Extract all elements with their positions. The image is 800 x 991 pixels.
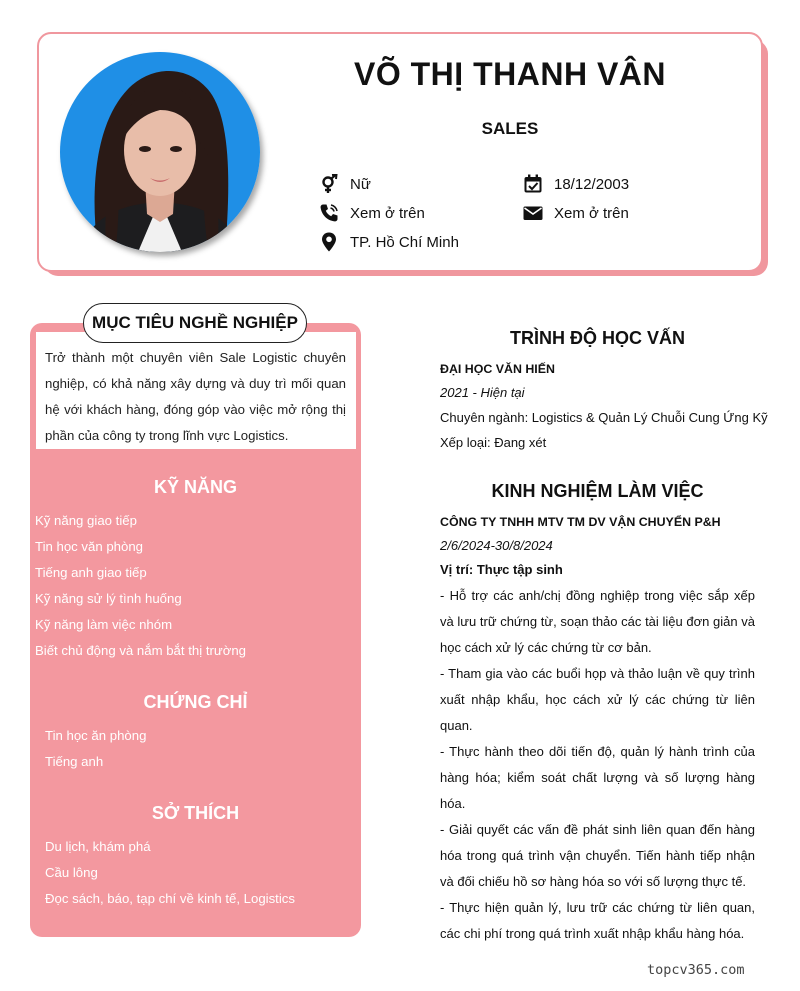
education-grade: Xếp loại: Đang xét [440, 435, 547, 450]
phone-icon [318, 202, 340, 224]
duty-item: - Thực hiện quản lý, lưu trữ các chứng từ liên quan, các chi phí trong quá trình xuất nhập khẩu hàng hóa. [440, 900, 755, 941]
skill-item: Tiếng anh giao tiếp [35, 565, 147, 580]
duty-item: - Hỗ trợ các anh/chị đồng nghiệp trong việc sắp xếp và lưu trữ chứng từ, soạn thảo các tài liệu đơn giản và học cách xử lý các chứng từ cơ bản. [440, 588, 755, 655]
gender-row [318, 173, 371, 195]
hobby-item: Du lịch, khám phá [45, 839, 151, 854]
hobbies-title: SỞ THÍCH [151, 803, 240, 823]
candidate-name: VÕ THỊ THANH VÂN [354, 56, 666, 92]
skill-item: Kỹ năng làm việc nhóm [35, 617, 173, 632]
phone-value: Xem ở trên [350, 204, 425, 222]
birthdate-row [522, 173, 629, 195]
experience-title: KINH NGHIỆM LÀM VIỆC [491, 481, 704, 501]
job-title: SALES [481, 119, 539, 138]
certificate-item: Tiếng anh [45, 754, 104, 769]
calendar-icon [522, 173, 544, 195]
birthdate-value: 18/12/2003 [554, 175, 630, 193]
objective-title: MỤC TIÊU NGHỀ NGHIỆP [83, 303, 307, 343]
education-title: TRÌNH ĐỘ HỌC VẤN [510, 328, 685, 348]
hobby-item: Đọc sách, báo, tạp chí về kinh tế, Logistics [45, 891, 295, 906]
skill-item: Biết chủ động và nắm bắt thị trường [35, 643, 247, 658]
hobby-item: Cầu lông [45, 865, 98, 880]
gender-icon [318, 173, 340, 195]
school-name: ĐẠI HỌC VĂN HIẾN [440, 362, 555, 376]
education-period: 2021 - Hiện tại [440, 385, 525, 400]
education-major: Chuyên ngành: Logistics & Quản Lý Chuỗi Cung Ứng Kỹ [440, 410, 768, 425]
address-row [318, 231, 459, 253]
experience-position: Vị trí: Thực tập sinh [440, 562, 563, 577]
skill-item: Tin học văn phòng [35, 539, 144, 554]
email-row [522, 202, 629, 224]
envelope-icon [522, 202, 544, 224]
map-pin-icon [318, 231, 340, 253]
phone-row [318, 202, 425, 224]
duty-item: - Thực hành theo dõi tiến độ, quản lý hành trình của hàng hóa; kiểm soát chất lượng và số lượng hàng hóa. [440, 744, 755, 811]
avatar [60, 52, 260, 252]
address-value: TP. Hồ Chí Minh [350, 233, 459, 251]
skill-item: Kỹ năng giao tiếp [35, 513, 137, 528]
watermark: topcv365.com [647, 962, 745, 978]
objective-text: Trở thành một chuyên viên Sale Logistic chuyên nghiệp, có khả năng xây dựng và duy trì mối quan hệ với khách hàng, đóng góp vào việc mở rộng thị phần của công ty trong lĩnh vực Logistics. [45, 350, 346, 443]
duty-item: - Giải quyết các vấn đề phát sinh liên quan đến hàng hóa trong quá trình vận chuyển. Tiến hành tiếp nhận và đối chiếu hồ sơ hàng hóa so với số lượng thực tế. [440, 822, 755, 889]
duty-item: - Tham gia vào các buổi họp và thảo luận về quy trình xuất nhập khẩu, học cách xử lý các chứng từ liên quan. [440, 666, 755, 733]
skill-item: Kỹ năng sử lý tình huống [35, 591, 182, 606]
gender-value: Nữ [350, 175, 371, 193]
experience-period: 2/6/2024-30/8/2024 [440, 538, 553, 553]
company-name: CÔNG TY TNHH MTV TM DV VẬN CHUYỂN P&H [440, 515, 721, 529]
email-value: Xem ở trên [554, 204, 629, 222]
certificate-item: Tin học ăn phòng [45, 728, 147, 743]
skills-title: KỸ NĂNG [153, 477, 237, 497]
certificates-title: CHỨNG CHỈ [143, 692, 248, 712]
experience-duties [440, 583, 755, 947]
